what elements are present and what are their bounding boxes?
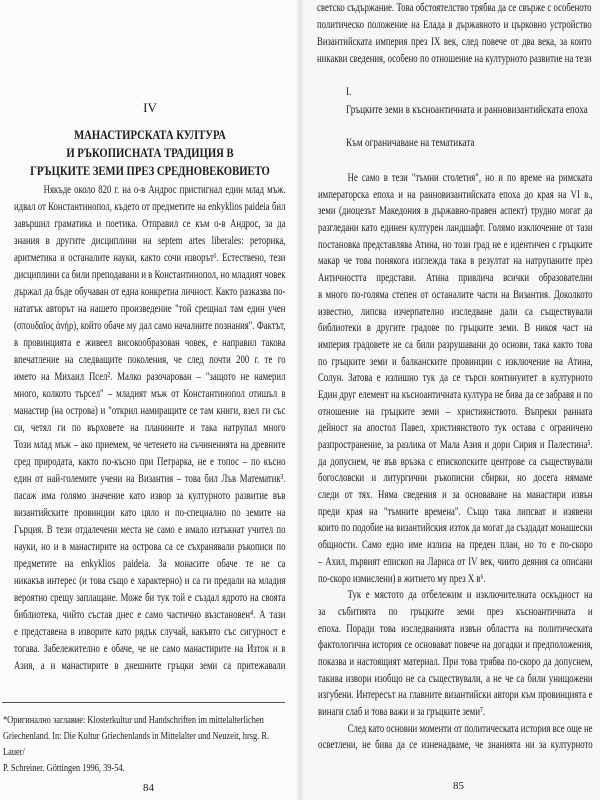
text-line: дисциплини са били преподавани и в Константинопол, но младият човек <box>14 269 286 281</box>
text-line: отношение на гръцките земи – християнството. Въпреки ранната <box>318 405 593 418</box>
text-line: много, колкото търсел" – младият мъж от Константинопол отишъл в <box>14 388 286 400</box>
right-top-text <box>317 0 600 68</box>
text-line: разпространение, за разлика от Мала Азия и дори Сирия и Палестина⁵. <box>318 439 593 451</box>
text-line: никакъв интерес (и това също е характерно) и са ги предали на младия <box>14 575 286 587</box>
text-line: показва и настоящият материал. При това трябва по-скоро да допуснем, <box>318 655 593 668</box>
text-line: манастир (на острова) и "открил намиращите се там книги, взел ги със <box>14 405 286 417</box>
text-line: вероятно срещу заплащане. Може би тук той е създал ядрото на своята <box>14 592 286 604</box>
text-line: такива извори изобщо не са съществували, а не че са били унищожени <box>318 672 593 685</box>
text-line: библиотеки в другите градове по гръцките земи. В никоя част на <box>318 322 593 335</box>
text-line: името на Михаил Псел². Малко разочарован – "защото не намерил <box>14 371 286 383</box>
text-line: преди края на "тъмните времена". Също така липсват и изявени <box>318 505 593 518</box>
text-line: Не само в тези "тъмни столетия", но и по време на римската <box>347 172 593 184</box>
page-number: 84 <box>143 782 154 794</box>
text-line: общности. Само едно име излиза на преден план, но то е по-скоро <box>318 539 593 552</box>
section-title: Гръцките земи в късноантичната и ранновизантийската епоха <box>346 104 588 116</box>
text-line: дейност на апостол Павел, християнството тук остава с ограничено <box>318 422 593 435</box>
text-line: по гръцките земи и балканските провинции с изключение на Атина, <box>318 355 593 368</box>
text-line: постановка представлява Атина, но този град не е идентичен с гръцките <box>318 238 593 251</box>
text-line: След като основни моменти от политическата история все още не <box>347 722 593 735</box>
text-line: завършил граматика и поетика. Отправил се към о-в Андрос, за да <box>14 218 286 230</box>
text-line: Азия, а и манастирите в днешните гръцки земи са притежавали <box>14 660 286 672</box>
text-line: по-скоро измислени) в житието му през X в⁶. <box>318 572 486 585</box>
chapter-title-line: МАНАСТИРСКАТА КУЛТУРА <box>74 127 226 142</box>
text-line: Гърция. В тези отдалечени места не само е имало изтъкнат учител по <box>14 524 286 536</box>
text-line: империя градовете не са били разрушавани до основи, така както това <box>318 338 593 351</box>
text-line: да допуснем, че във връзка с епископските центрове са съществували <box>318 455 593 468</box>
chapter-title-line: И РЪКОПИСНАТА ТРАДИЦИЯ В <box>66 145 234 160</box>
text-line: знания в другите дисциплини на septem artes liberales: реторика, <box>14 235 286 247</box>
text-line: (σπουδαῖος ἀνήρ), който обаче му дал само началните познания". Фактът, <box>14 320 286 332</box>
footnote-line: Griechenland. In: Die Kultur Griechenlands in Mittelalter und Neuzeit, hrsg. R. Lauer/ <box>3 730 270 758</box>
text-line: в провинцията е живеел високообразован човек, е направил такова <box>14 337 286 349</box>
text-line: земи (диоцезът Македония в държавно-правен аспект) трудно могат да <box>318 205 593 218</box>
text-line: никакви сведения, особено по отношение на културното развитие на тези <box>317 53 592 65</box>
chapter-number: IV <box>143 100 157 115</box>
text-line: Един друг елемент на късноантичната култура не бива да се забравя и по <box>318 388 593 401</box>
text-line: – Ахил, първият епископ на Лариса от IV век, чиито деяния са описани <box>318 555 593 568</box>
subsection-title: Към ограничаване на тематиката <box>346 137 475 149</box>
text-line: Някъде около 820 г. на о-в Андрос пристигнал един млад мъж. <box>43 184 286 196</box>
book-gutter <box>296 0 304 800</box>
text-line: известно, липсва изчерпателно изследване дали са съществували <box>318 305 593 318</box>
text-line: един от най-големите учени на Византия – това бил Лъв Математик³. <box>14 473 286 485</box>
text-line: нататък авторът на нашето произведение "той срещнал там един учен <box>14 303 286 315</box>
footnote-divider <box>2 702 285 703</box>
text-line: аритметика и останалите науки, както сочи изворът¹. Естествено, тези <box>14 252 286 264</box>
right-body-text <box>318 170 600 754</box>
section-number: I. <box>346 86 352 98</box>
text-line: сред природата, както по-късно при Петрарка, не е топос – по късно <box>14 456 286 468</box>
text-line: Солун. Затова е излишно тук да се търси континуитет в културното <box>318 372 593 385</box>
text-line: византийските провинции като цяло и по-специално по земите на <box>14 507 286 519</box>
text-line: изгубени. Интересът на главните византийски автори към провинцията е <box>318 689 593 702</box>
footnote-line: *Оригинално заглавие: Klosterkultur und Handschriften im mittelalterlichen <box>3 714 264 726</box>
text-line: пасаж има голямо значение като извор за културното развитие във <box>14 490 286 502</box>
text-line: тогава. Забележително е обаче, че не само манастирите на Изток и в <box>14 643 286 655</box>
text-line: богословски и литургични ръкописни сбирки, но досега нямаме <box>318 472 593 485</box>
text-line: за събитията по гръцките земи през късноантичната и <box>318 605 593 618</box>
text-line: фактологична история се основават повече на догадки и предположения, <box>318 639 593 652</box>
text-line: държал да бъде обучаван от една конкретна личност. Както разказва по- <box>14 286 286 298</box>
text-line: Този млад мъж – ако приемем, че четенето на съчиненията на древните <box>14 439 286 451</box>
text-line: впечатление на следващите поколения, че след почти 200 г. те го <box>14 354 286 366</box>
text-line: следи от тях. Няма сведения и за основаване на манастири извън <box>318 489 593 502</box>
text-line: предметите на enkyklios paideia. За монасите обаче те не са <box>14 558 286 570</box>
chapter-title-line: ГРЪЦКИТЕ ЗЕМИ ПРЕЗ СРЕДНОВЕКОВИЕТО <box>30 163 270 178</box>
text-line: Тук е мястото да отбележим и изключителната оскъдност на <box>347 589 593 602</box>
page-number: 85 <box>453 780 464 792</box>
text-line: Античността представи. Атина привлича всички образователни <box>318 272 593 285</box>
text-line: осветлени, не бива да се изненадваме, че знанията ни за културното <box>318 739 593 752</box>
text-line: идвал от Константинопол, където от предметите на enkyklios paideia бил <box>14 201 286 213</box>
text-line: светско съдържание. Това обстоятелство трябва да се свърже с особеното <box>317 2 592 14</box>
right-page <box>300 0 600 800</box>
text-line: които по подобие на византийския изток да могат да създадат монашески <box>318 522 593 535</box>
footnote-line: P. Schreiner. Göttingen 1996, 39-54. <box>3 762 125 774</box>
footnote <box>3 712 284 776</box>
text-line: е представена в изворите като рядък случай, какъвто със сигурност е <box>14 626 286 638</box>
text-line: епоха. Поради това изследванията извън областта на политическата <box>318 622 593 635</box>
chapter-title <box>27 126 273 180</box>
text-line: винаги слаб и това важи и за гръцките земи⁷. <box>318 706 486 718</box>
text-line: науки, но и в манастирите на острова са се съхранявали ръкописи по <box>14 541 286 553</box>
text-line: библиотека, чийто състав днес е само частично възстановен⁴. А тази <box>14 609 286 621</box>
text-line: политическо положение на Елада в държавното и църковно устройство <box>317 19 592 31</box>
text-line: императорска епоха и на ранновизантийската епоха до края на VI в., <box>318 188 593 201</box>
text-line: в много по-голяма степен от останалите части на Византия. Доколкото <box>318 288 593 301</box>
text-line: макар че това понякога изглежда така в резултат на натрупаните през <box>318 255 593 268</box>
text-line: Византийската империя през IX век, след повече от два века, за които <box>317 36 592 48</box>
text-line: разгледани като единен културен ландшафт. Голямо изключение от тази <box>318 222 593 235</box>
text-line: си, четял ги по върховете на планините и така натрупал много <box>14 422 286 434</box>
